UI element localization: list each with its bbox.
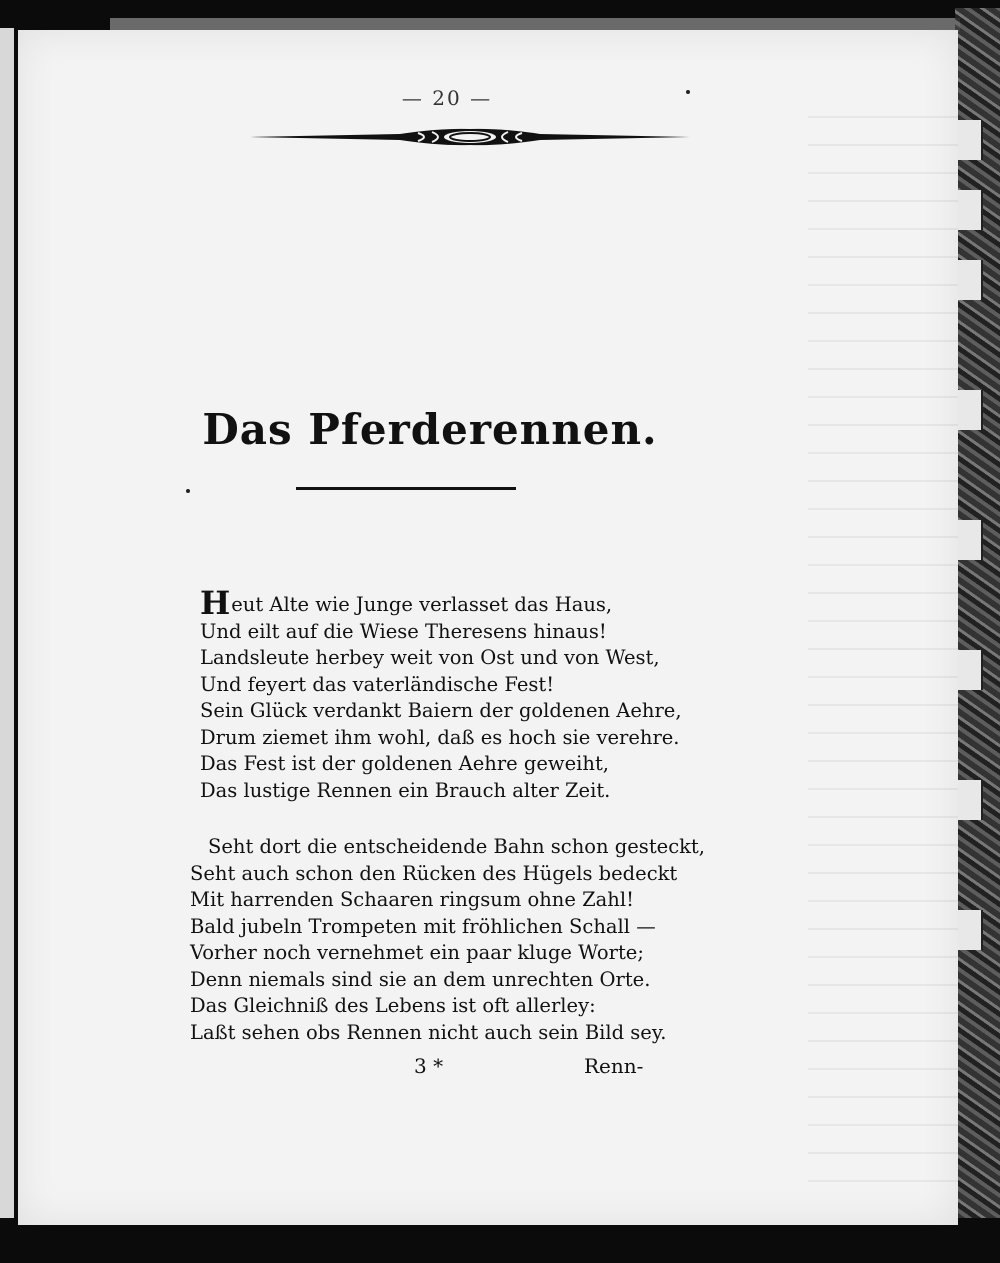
verse-line: Drum ziemet ihm wohl, daß es hoch sie verehre. xyxy=(200,725,680,749)
verse-line: Das Gleichniß des Lebens ist oft allerley: xyxy=(190,994,596,1017)
page-number: — 20 — xyxy=(401,86,493,110)
verse-line: Das Fest ist der goldenen Aehre geweiht, xyxy=(200,752,609,775)
verse-line: Seht auch schon den Rücken des Hügels bedeckt xyxy=(190,861,678,885)
drop-cap: H xyxy=(200,584,231,622)
stanza-2 xyxy=(190,834,705,1046)
stanza-1 xyxy=(200,584,682,804)
page-tab xyxy=(955,780,983,820)
ornament-rule-icon xyxy=(250,126,690,148)
verse-line: Und feyert das vaterländische Fest! xyxy=(200,672,555,696)
ink-speck xyxy=(686,90,690,94)
catchword: Renn- xyxy=(584,1054,644,1078)
page-tab xyxy=(955,650,983,690)
ink-speck xyxy=(186,489,190,493)
verse-line: Denn niemals sind sie an dem unrechten Orte. xyxy=(190,967,651,991)
verse-line: Und eilt auf die Wiese Theresens hinaus! xyxy=(200,619,607,643)
verse-line: Mit harrenden Schaaren ringsum ohne Zahl! xyxy=(190,888,634,911)
page-tab xyxy=(955,120,983,160)
page-edge-tabs xyxy=(955,120,985,1020)
verse-line: Bald jubeln Trompeten mit fröhlichen Schall — xyxy=(190,914,656,938)
verse-line: Sein Glück verdankt Baiern der goldenen Aehre, xyxy=(200,699,682,722)
verse-line: Laßt sehen obs Rennen nicht auch sein Bild sey. xyxy=(190,1020,667,1044)
title-rule xyxy=(296,487,516,490)
show-through-column xyxy=(808,90,958,1190)
page-tab xyxy=(955,190,983,230)
page-tab xyxy=(955,390,983,430)
verse-line: Vorher noch vernehmet ein paar kluge Worte; xyxy=(190,941,644,964)
verse-line: Seht dort die entscheidende Bahn schon gesteckt, xyxy=(208,835,705,858)
verse-line: Das lustige Rennen ein Brauch alter Zeit. xyxy=(200,778,611,802)
page-tab xyxy=(955,910,983,950)
page-tab xyxy=(955,260,983,300)
page-tab xyxy=(955,520,983,560)
verse-line: Heut Alte wie Junge verlasset das Haus, xyxy=(200,584,613,622)
printer-signature: 3 * xyxy=(414,1054,444,1078)
verse-line: Landsleute herbey weit von Ost und von West, xyxy=(200,646,660,669)
page-title: Das Pferderennen. xyxy=(202,405,658,454)
underlying-page-edge xyxy=(0,28,14,1218)
